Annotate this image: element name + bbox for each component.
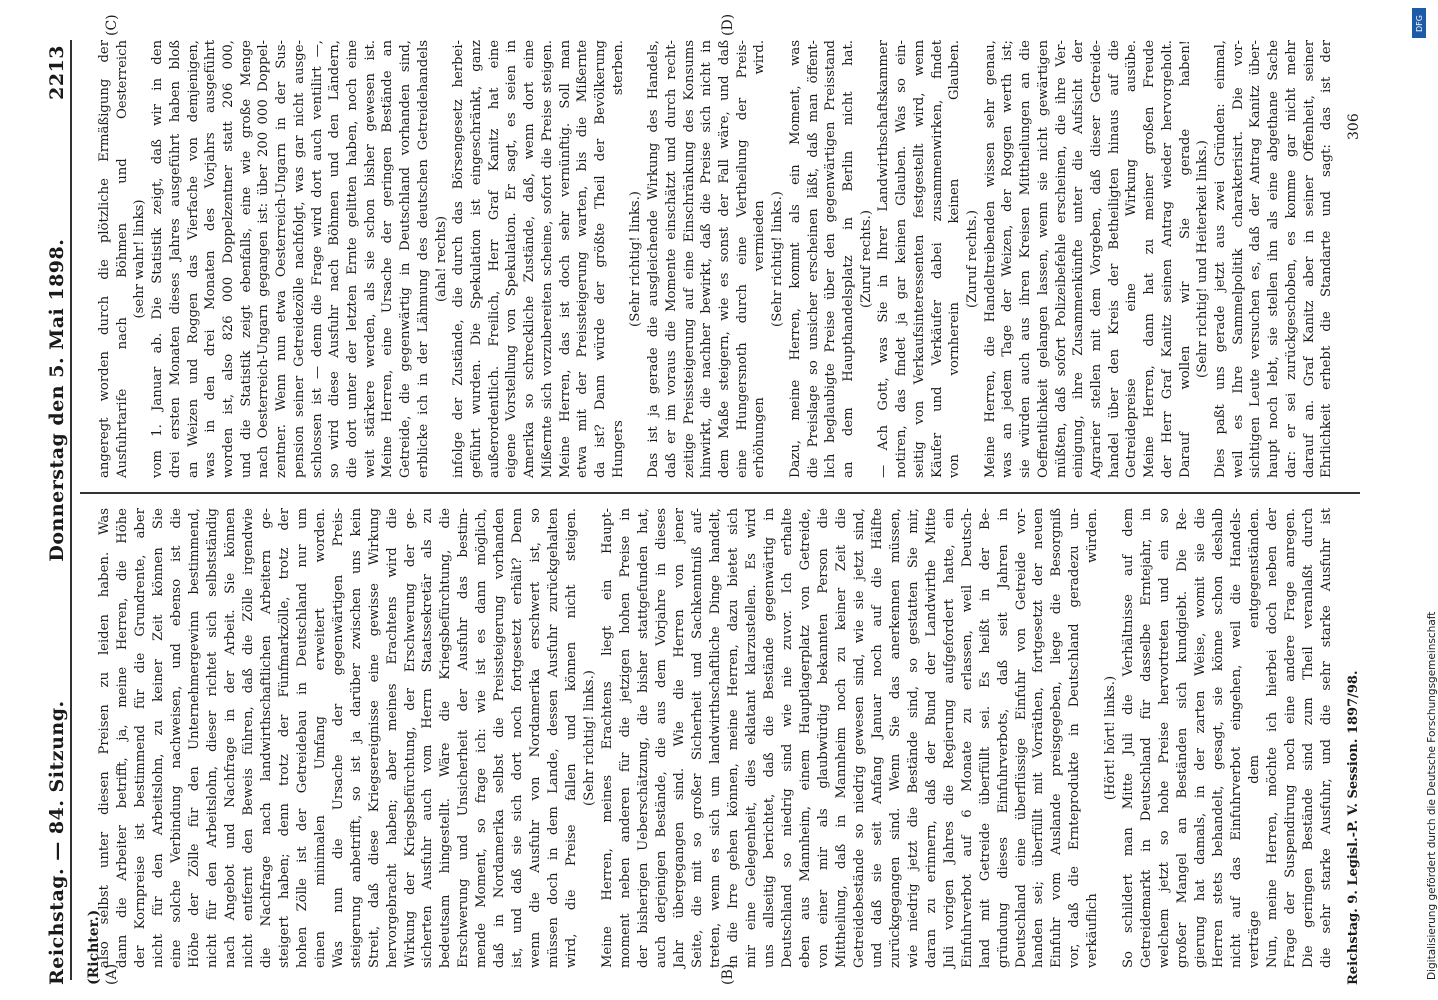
right-column-line: so wird diese Ausfuhr nach Böhmen und den Ländern, <box>327 40 343 478</box>
left-column-line: land mit Getreide überfüllt sei. Es heißt in der Be- <box>977 508 993 968</box>
left-column-line: müssen doch in dem Lande, dessen Ausfuhr zurückgehalten <box>546 508 562 968</box>
left-column-line: Deutschland eine überflüssige Einfuhr von Getreide vor- <box>1013 508 1029 968</box>
right-column-line: drei ersten Monaten dieses Jahres ausgeführt haben bloß <box>167 40 183 478</box>
left-column-line: nicht für den Arbeitslohn, zu keiner Zeit können Sie <box>150 508 166 968</box>
left-column-line: steigert haben; denn trotz der Fünfmarkzölle, trotz der <box>276 508 292 968</box>
marker-a: (A) <box>104 963 120 985</box>
left-column-line: Deutschland so niedrig sind wie nie zuvor. Ich erhalte <box>779 508 795 968</box>
right-column-line: die dort unter der letzten Ernte gelitten haben, noch eine <box>345 40 360 478</box>
right-column-line: (aha! rechts) <box>433 215 449 303</box>
right-column-line: (Sehr richtig! links.) <box>628 191 644 327</box>
left-column-line: Was nun die Ursache der gegenwärtigen Preis- <box>330 508 346 968</box>
right-column-line: an Weizen und Roggen das Vierfache von demjenigen, <box>185 40 201 478</box>
left-column-line: gierung hat damals, in der zarten Weise, womit sie die <box>1193 508 1209 968</box>
left-column-line: die sehr starke Ausfuhr, und die sehr starke Ausfuhr ist <box>1319 508 1335 968</box>
right-column-line: weit stärkere werden, als sie schon bisher gewesen ist. <box>362 40 378 478</box>
left-column-line: treten, wenn es sich um landwirthschaftliche Dinge handelt, <box>708 508 723 968</box>
left-column-line: der bisherigen Ueberschätzung, die bisher stattgefunden hat, <box>636 508 652 968</box>
right-column-line: Darauf wollen wir Sie gerade haben! <box>1177 40 1193 478</box>
left-column-line: die Nachfrage nach landwirthschaftlichen Arbeitern ge- <box>258 508 274 968</box>
left-column-line: welchem jetzt so hohe Preise hervortreten und ein so <box>1157 508 1173 968</box>
left-column-line: wenn die Ausfuhr von Nordamerika erschwert ist, so <box>528 508 544 968</box>
left-column-line: Getreidemarkt in Deutschland für dasselbe Erntejahr, in <box>1139 508 1155 968</box>
left-column-line: Einfuhr vom Auslande preisgegeben, liege die Besorgniß <box>1049 508 1065 968</box>
left-column-line: großer Mangel an Beständen sich kundgiebt. Die Re- <box>1175 508 1191 968</box>
marker-c: (C) <box>104 14 120 36</box>
left-column-line: verkäuflich würden. <box>1085 508 1101 968</box>
right-column-line: haupt noch lebt, sie stellen ihn als eine abgethane Sache <box>1266 40 1282 478</box>
right-column-line: sie würden auch aus ihren Kreisen Mittheilungen an die <box>1018 40 1034 478</box>
left-column-line: auch derjenigen Bestände, die aus dem Vorjahre in dieses <box>654 508 670 968</box>
left-column-line: Mittheilung, daß in Mannheim noch zu keiner Zeit die <box>833 508 849 968</box>
right-column-line: dar: er sei zurückgeschoben, es komme gar nicht mehr <box>1283 40 1299 478</box>
right-column-line: was an jedem Tage der Weizen, der Roggen werth ist; <box>1000 40 1016 478</box>
column-rule <box>80 492 1360 494</box>
left-column-line: Juli vorigen Jahres die Regierung aufgefordert hatte, ein <box>941 508 957 968</box>
right-column-line: worden ist, also 826 000 Doppelzentner statt 206 000, <box>221 40 236 478</box>
right-column-line: infolge der Zustände, die durch das Börsengesetz herbei- <box>451 40 467 478</box>
footer-number: 306 <box>1346 113 1362 140</box>
left-column-line: Wirkung der Kriegsbefürchtung, der Erschwerung der ge- <box>402 508 418 968</box>
speaker-tag: (Richter.) <box>86 909 102 985</box>
right-column-line: Oeffentlichkeit gelangen lassen, wenn sie nicht gewärtigen <box>1035 40 1051 478</box>
right-column-line: eigene Vorstellung von Spekulation. Er sagt, es seien in <box>504 40 520 478</box>
right-column-line: Agrarier stellen mit dem Vorgeben, daß dieser Getreide- <box>1089 40 1104 478</box>
left-column-line: ist, und daß sie sich dort noch fortgesetzt erhält? Denn <box>510 508 526 968</box>
right-column-line: Käufer und Verkäufer dabei zusammenwirken, findet <box>929 40 945 478</box>
right-column-line: Getreidepreise eine Wirkung ausübe. <box>1124 40 1140 478</box>
right-column-line: Dazu, meine Herren, kommt als ein Moment, was <box>787 40 803 478</box>
left-column-line: eben aus Mannheim, einem Hauptlagerplatz von Getreide, <box>797 508 813 968</box>
header-left: Reichstag. — 84. Sitzung. <box>46 700 68 985</box>
dfg-logo-text: DFG <box>1414 14 1424 32</box>
right-column-line: erblicke ich in der Lähmung des deutschen Getreidehandels <box>415 40 431 478</box>
right-column-line: zeitige Preissteigerung auf eine Einschränkung des Konsums <box>681 40 697 478</box>
right-column-line: seitig von Verkaufsinteressenten festgestellt wird, wenn <box>911 40 927 478</box>
left-column-line: steigerung anbetrifft, so ist ja darüber zwischen uns kein <box>348 508 364 968</box>
right-column-line: eine Hungersnoth durch eine Vertheilung der Preis- <box>734 40 750 478</box>
right-column-line: erhöhungen vermieden wird. <box>752 40 768 478</box>
left-column-line: wie niedrig jetzt die Bestände sind, so gestatten Sie mir, <box>905 508 921 968</box>
left-column-line: Streit, daß diese Kriegsereignisse eine gewisse Wirkung <box>366 508 382 968</box>
left-column-line: Seite, die mit so großer Sicherheit und Sachkenntniß auf- <box>690 508 706 968</box>
right-column-line: (Sehr richtig! und Heiterkeit links.) <box>1195 140 1211 378</box>
right-column-line: der Herr Graf Kanitz seinen Antrag wieder hervorgeholt. <box>1159 40 1175 478</box>
right-column-line: die Preislage so unsicher erscheinen läßt, daß man öffent- <box>805 40 821 478</box>
left-column-line: hervorgebracht haben; aber meines Erachtens wird die <box>384 508 400 968</box>
left-column-line: Einfuhrverbot auf 6 Monate zu erlassen, weil Deutsch- <box>959 508 975 968</box>
left-column-line: verträge dem entgegenständen. <box>1247 508 1263 968</box>
left-column-line: der Kornpreise ist bestimmend für die Grundrente, aber <box>132 508 148 968</box>
running-header <box>40 45 68 985</box>
left-column-line: (Sehr richtig! links.) <box>582 670 598 806</box>
left-column-line: nicht entfernt den Beweis führen, daß die Zölle irgendwie <box>240 508 256 968</box>
right-column-line: Meine Herren, dann hat zu meiner großen Freude <box>1142 40 1158 478</box>
left-column-line: einen minimalen Umfang erweitert worden. <box>312 508 328 968</box>
left-column-line: handen sei; überfüllt mit Vorräthen, fortgesetzt der neuen <box>1031 508 1047 968</box>
right-column-line: — Ach Gott, was Sie in Ihrer Landwirthschaftskammer <box>876 40 892 478</box>
marker-d: (D) <box>720 13 736 36</box>
left-column-line: Jahr übergegangen sind. Wie die Herren von jener <box>672 508 688 968</box>
left-column-line: Die geringen Bestände sind zum Theil veranlaßt durch <box>1301 508 1317 968</box>
right-column-line: da ist? Dann würde der größte Theil der Bevölkerung <box>593 40 608 478</box>
source-credit: Digitalisierung gefördert durch die Deutsche Forschungsgemeinschaft <box>1426 611 1438 980</box>
right-column-line: hinwirkt, die nachher bewirkt, daß die Preise sich nicht in <box>699 40 715 478</box>
right-column-line: Das ist ja gerade die ausgleichende Wirkung des Handels, <box>646 40 662 478</box>
left-column-line: nicht auf das Einfuhrverbot eingehen, weil die Handels- <box>1229 508 1245 968</box>
left-column-line: eine solche Verbindung nachweisen, und ebenso ist die <box>168 508 184 968</box>
right-column-line: Ausfuhrtarife nach Böhmen und Oesterreich <box>114 40 130 478</box>
right-column-line: schlossen ist — denn die Frage wird dort auch ventilirt —, <box>309 40 325 478</box>
right-column-line: nach Oesterreich-Ungarn gegangen ist: über 200 000 Doppel- <box>256 40 272 478</box>
right-column-line: darauf an. Graf Kanitz aber in seiner Offenheit, seiner <box>1301 40 1317 478</box>
right-column-line: sichtigen Leute versuchen es, daß der Antrag Kanitz über- <box>1248 40 1264 478</box>
right-column-line: Amerika so schreckliche Zustände, daß, wenn dort eine <box>522 40 538 478</box>
right-column-line: Mißernte sich vorzubereiten scheine, sofort die Preise steigen. <box>539 40 555 478</box>
left-column-line: So schildert man Mitte Juli die Verhältnisse auf dem <box>1121 508 1137 968</box>
right-column-line: angeregt worden durch die plötzliche Ermäßigung der <box>97 40 112 478</box>
right-column-line: notiren, das findet ja gar keinen Glauben. Was so ein- <box>894 40 910 478</box>
right-column-line: Ehrlichkeit erhebt die Standarte und sagt: das ist der <box>1319 40 1335 478</box>
left-column-line: nicht für den Arbeitslohn, dieser richtet sich selbstständig <box>204 508 220 968</box>
right-column-line: geführt wurden. Die Spekulation ist eingeschränkt, ganz <box>469 40 484 478</box>
right-column-line: zentner. Wenn nun etwa Oesterreich-Ungarn in der Sus- <box>274 40 290 478</box>
left-column-line: und daß sie seit Anfang Januar noch auf die Hälfte <box>869 508 885 968</box>
left-column-line: also selbst unter diesen Preisen zu leiden haben. Was <box>97 508 112 968</box>
left-column-line: daß in Nordamerika selbst die Preissteigerung vorhanden <box>492 508 508 968</box>
right-column-line: (Sehr richtig! links.) <box>770 191 786 327</box>
left-column-line: Nun, meine Herren, möchte ich hierbei doch neben der <box>1265 508 1281 968</box>
left-column-line: nach Angebot und Nachfrage in der Arbeit. Sie können <box>222 508 238 968</box>
right-column-line: müßten, daß sofort Polizeibefehle erscheinen, die ihre Ver- <box>1053 40 1069 478</box>
right-column-line: (Zuruf rechts.) <box>858 209 874 309</box>
right-column-line: was in den drei Monaten des Vorjahrs ausgeführt <box>203 40 219 478</box>
right-column-line: Dies paßt uns gerade jetzt aus zwei Gründen: einmal, <box>1213 40 1228 478</box>
left-column-line: (Hört! hört! links.) <box>1103 675 1119 801</box>
left-column-line: Erschwerung und Unsicherheit der Ausfuhr das bestim- <box>456 508 472 968</box>
left-column-line: uns allseitig berichtet, daß die Bestände gegenwärtig in <box>761 508 777 968</box>
right-column-line: etwa mit der Preissteigerung warten, bis die Mißernte <box>575 40 591 478</box>
right-column-line: Meine Herren, die Handeltreibenden wissen sehr genau, <box>982 40 998 478</box>
left-column-line: Höhe der Zölle für den Unternehmergewinn bestimmend, <box>186 508 202 968</box>
left-column-line: bedeutsam hingestellt. Wäre die Kriegsbefürchtung, die <box>438 508 454 968</box>
right-column-line: Meine Herren, das ist doch sehr vernünftig. Soll man <box>557 40 573 478</box>
page-number: 2213 <box>46 45 68 100</box>
right-column-line: Hungers sterben. <box>610 40 626 478</box>
left-column-line: mir eine Gelegenheit, dies eklatant klarzustellen. Es wird <box>743 508 759 968</box>
right-column-line: vom 1. Januar ab. Die Statistik zeigt, daß wir in den <box>150 40 166 478</box>
left-column-line: zurückgegangen sind. Wenn Sie das anerkennen müssen, <box>887 508 903 968</box>
header-rule <box>70 40 72 980</box>
right-column-line: dem Maße steigern, wie es sonst der Fall wäre, und daß <box>717 40 732 478</box>
left-column-line: Frage der Suspendirung noch eine andere Frage anregen. <box>1283 508 1299 968</box>
left-column-line: moment neben anderen für die jetzigen hohen Preise in <box>618 508 634 968</box>
left-column-line: vor, daß die Ernteprodukte in Deutschland geradezu un- <box>1067 508 1083 968</box>
right-column-line: und die Statistik zeigt ebenfalls, eine wie große Menge <box>238 40 254 478</box>
left-column-line: in die Irre gehen können, meine Herren, dazu bietet sich <box>725 508 741 968</box>
right-column-line: Getreide, die gegenwärtig in Deutschland vorhanden sind, <box>398 40 414 478</box>
left-column-line: gründung dieses Einfuhrverbots, daß seit Jahren in <box>995 508 1011 968</box>
marker-b: (B) <box>720 963 736 985</box>
left-column-line: hohen Zölle ist der Getreidebau in Deutschland nur um <box>294 508 310 968</box>
left-column-line: Meine Herren, meines Erachtens liegt ein Haupt- <box>600 508 616 968</box>
header-center: Donnerstag den 5. Mai 1898. <box>46 238 68 562</box>
left-column-line: mende Moment, so frage ich: wie ist es dann möglich, <box>474 508 490 968</box>
right-column-line: von vornherein keinen Glauben. <box>947 40 963 478</box>
right-column-line: an dem Haupthandelsplatz in Berlin nicht hat. <box>841 40 856 478</box>
right-column-line: einigung, ihre Zusammenkünfte unter die Aufsicht der <box>1071 40 1087 478</box>
right-column-line: handel über den Kreis der Betheiligten hinaus auf die <box>1106 40 1122 478</box>
right-column-line: außerordentlich. Freilich, Herr Graf Kanitz hat eine <box>486 40 502 478</box>
right-column-line: (sehr wahr! links) <box>132 199 148 319</box>
right-column-line: pension seiner Getreidezölle nachfolgt, was gar nicht ausge- <box>291 40 307 478</box>
left-column-line: Getreidebestände so niedrig gewesen sind, wie sie jetzt sind, <box>851 508 867 968</box>
dfg-logo <box>1412 8 1426 38</box>
right-column-line: weil es Ihre Sammelpolitik charakterisirt. Die vor- <box>1230 40 1246 478</box>
right-column-line: Meine Herren, eine Ursache der geringen Bestände an <box>380 40 396 478</box>
footer-signature: Reichstag. 9. Legisl.-P. V. Session. 1897/98. <box>1346 670 1361 985</box>
left-column-line: daran zu erinnern, daß der Bund der Landwirthe Mitte <box>923 508 939 968</box>
left-column-line: sicherten Ausfuhr auch vom Herrn Staatssekretär als zu <box>420 508 436 968</box>
right-column-line: lich beglaubigte Preise über den gegenwärtigen Preisstand <box>823 40 839 478</box>
left-column-line: von einer mir als glaubwürdig bekannten Person die <box>815 508 831 968</box>
left-column-line: wird, die Preise fallen und können nicht steigen. <box>564 508 580 968</box>
left-column-line: Herren stets behandelt, gesagt, sie könne schon deshalb <box>1211 508 1227 968</box>
left-column-line: dann die Arbeiter betrifft, ja, meine Herren, die Höhe <box>114 508 130 968</box>
right-column-line: daß er im voraus die Momente einschätzt und durch recht- <box>663 40 679 478</box>
right-column-line: (Zuruf rechts.) <box>965 209 980 309</box>
